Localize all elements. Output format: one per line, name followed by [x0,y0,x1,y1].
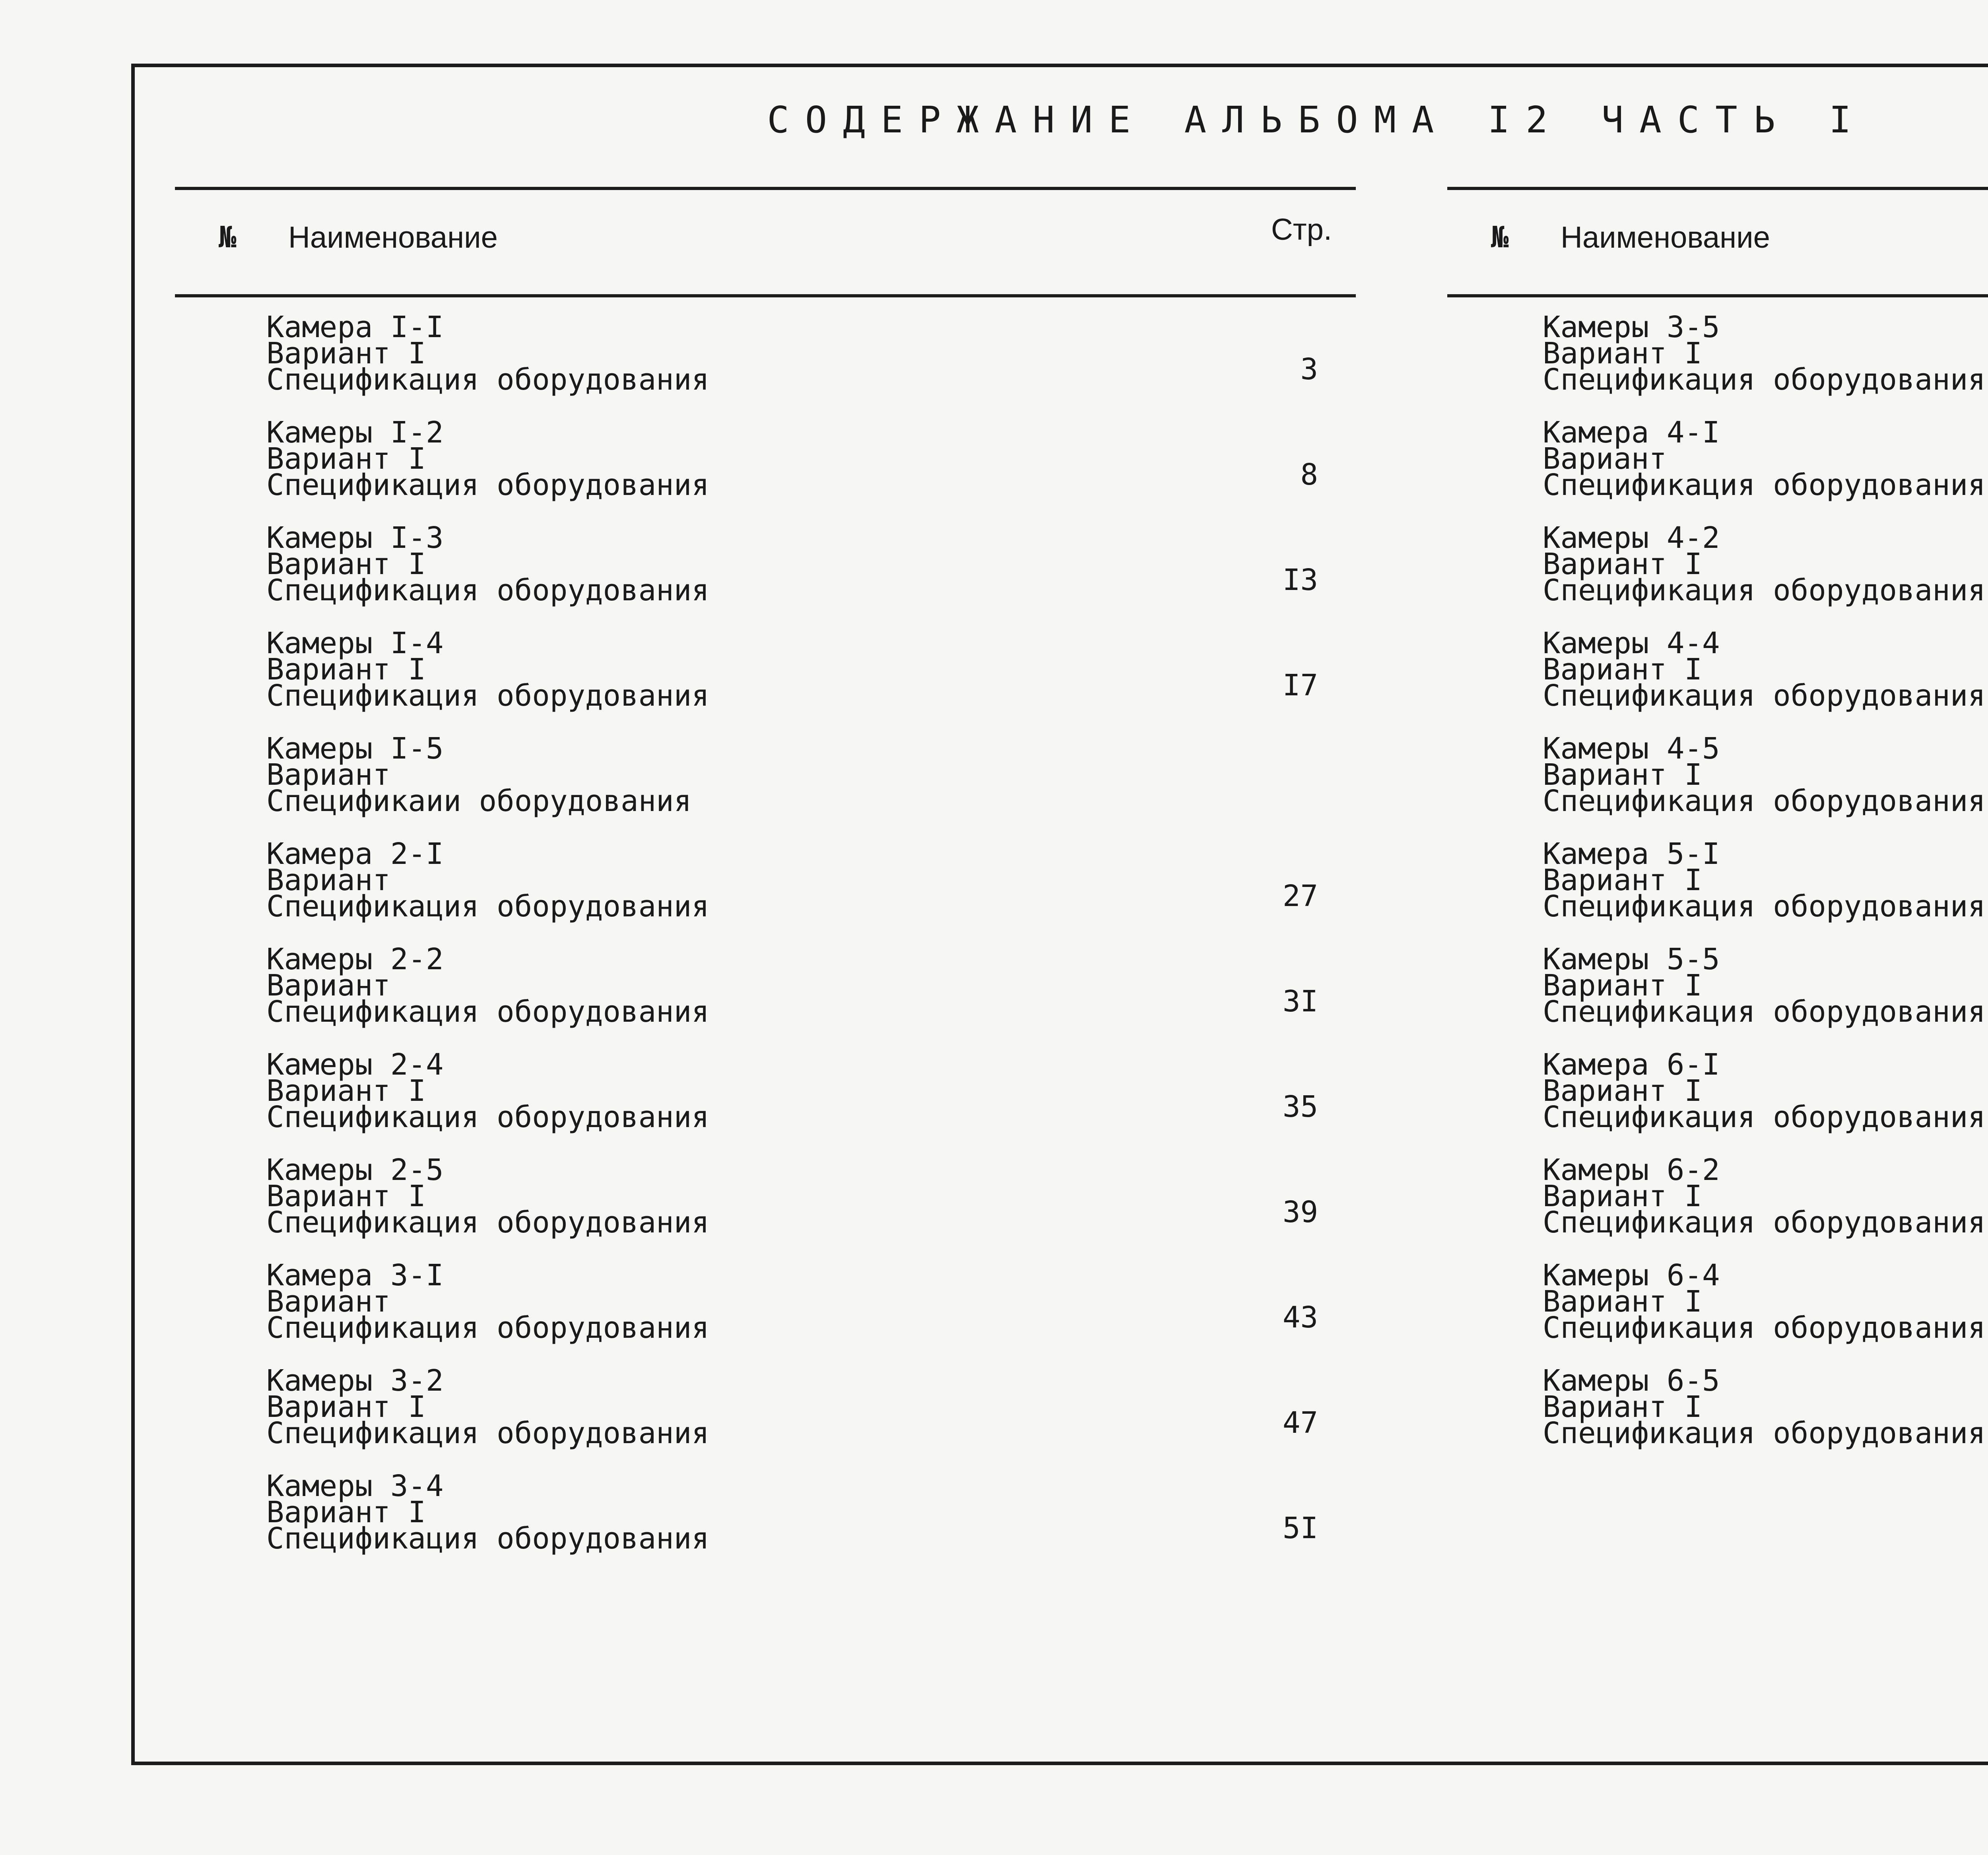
entry-lines [266,415,709,502]
contents-entry [175,1364,1356,1473]
entry-title: Камеры 2-4 [266,1048,444,1082]
entry-lines [1543,1153,1986,1240]
contents-entry [175,521,1356,630]
entry-lines [1543,942,1986,1029]
entry-description: Спецификация оборудования [266,995,709,1029]
entry-variant: Вариант I [1543,1390,1702,1424]
header-number: № [219,220,237,254]
entry-variant: Вариант I [266,442,426,476]
entry-variant: Вариант [1543,442,1667,476]
entry-page: 3 [1300,352,1318,386]
entry-description: Спецификация оборудования [1543,679,1986,713]
entry-lines [266,1153,709,1240]
entry-title: Камеры I-4 [266,626,444,660]
entry-title: Камеры 6-2 [1543,1153,1720,1187]
entry-lines [266,1258,709,1345]
contents-entry [1447,1364,1988,1473]
entry-description: Спецификация оборудования [1543,889,1986,924]
entry-lines [266,837,709,924]
entry-lines [1543,415,1986,502]
entry-lines [266,521,709,607]
entry-variant: Вариант I [266,1179,426,1213]
contents-entry [175,732,1356,841]
contents-entry [1447,310,1988,419]
contents-entry [1447,732,1988,841]
entry-lines [266,1048,709,1134]
entry-page: 43 [1282,1300,1318,1335]
entry-lines [266,1469,709,1556]
contents-entry [175,1153,1356,1262]
header-rule-top [1447,187,1988,190]
entry-title: Камеры I-5 [266,732,444,766]
entry-title: Камера I-I [266,310,444,344]
entry-page: 47 [1282,1406,1318,1440]
entry-variant: Вариант I [1543,1074,1702,1108]
contents-entry [1447,942,1988,1052]
entry-lines [1543,732,1986,818]
entry-description: Спецификация оборудования [266,363,709,397]
entry-variant: Вариант I [266,1390,426,1424]
contents-entry [1447,626,1988,735]
entry-variant: Вариант I [266,652,426,687]
contents-entry [1447,415,1988,525]
entry-variant: Вариант I [1543,968,1702,1003]
entry-page: 3I [1282,984,1318,1019]
entry-variant: Вариант I [266,547,426,581]
entry-title: Камеры 3-2 [266,1364,444,1398]
entry-title: Камеры I-3 [266,521,444,555]
contents-entry [175,1258,1356,1368]
entry-variant: Вариант [266,968,390,1003]
entry-lines [266,1364,709,1450]
entry-lines [266,310,709,397]
entry-description: Спецификация оборудования [266,1311,709,1345]
header-page: Стр. [1271,213,1332,246]
entry-lines [1543,837,1986,924]
entry-page: 8 [1300,458,1318,492]
entry-description: Спецификация оборудования [266,1205,709,1240]
entry-description: Спецификация оборудования [1543,1416,1986,1450]
header-rule-bottom [1447,294,1988,297]
contents-entry [175,837,1356,946]
contents-entry [1447,1048,1988,1157]
entry-lines [1543,1258,1986,1345]
entry-page: 27 [1282,879,1318,913]
entry-lines [266,942,709,1029]
entry-variant: Вариант I [266,336,426,371]
entry-variant: Вариант I [1543,652,1702,687]
entry-description: Спецификация оборудования [1543,363,1986,397]
entry-title: Камера 5-I [1543,837,1720,871]
entry-variant: Вариант [266,1285,390,1319]
entry-description: Спецификация оборудования [1543,468,1986,502]
entry-description: Спецификация оборудования [1543,784,1986,818]
entry-title: Камеры 2-2 [266,942,444,976]
contents-entry [175,942,1356,1052]
entry-variant: Вариант I [266,1074,426,1108]
header-name: Наименование [288,221,498,254]
entry-variant: Вариант [266,863,390,897]
entry-page: I7 [1282,668,1318,702]
header-name: Наименование [1561,221,1770,254]
entry-variant: Вариант I [266,1495,426,1529]
entry-variant: Вариант I [1543,1179,1702,1213]
contents-entry [1447,521,1988,630]
entry-title: Камеры 6-4 [1543,1258,1720,1292]
entry-description: Спецификация оборудования [1543,995,1986,1029]
header-rule-top [175,187,1356,190]
entry-title: Камеры I-2 [266,415,444,450]
entry-title: Камера 3-I [266,1258,444,1292]
entry-description: Спецификаии оборудования [266,784,692,818]
entry-title: Камеры 3-4 [266,1469,444,1503]
entry-lines [1543,626,1986,713]
entry-page: 39 [1282,1195,1318,1229]
entry-description: Спецификация оборудования [266,573,709,607]
contents-entry [1447,1258,1988,1368]
entry-description: Спецификация оборудования [1543,573,1986,607]
entry-variant: Вариант I [1543,863,1702,897]
contents-entry [175,1048,1356,1157]
entry-variant: Вариант [266,758,390,792]
entry-title: Камеры 4-5 [1543,732,1720,766]
entry-description: Спецификация оборудования [266,468,709,502]
entry-lines [266,732,692,818]
entry-description: Спецификация оборудования [266,1521,709,1556]
entry-title: Камеры 4-4 [1543,626,1720,660]
entry-description: Спецификация оборудования [266,1100,709,1134]
contents-entry [1447,1153,1988,1262]
entry-variant: Вариант I [1543,336,1702,371]
entry-description: Спецификация оборудования [1543,1205,1986,1240]
contents-entry [175,310,1356,419]
entry-description: Спецификация оборудования [1543,1311,1986,1345]
header-rule-bottom [175,294,1356,297]
entry-title: Камера 4-I [1543,415,1720,450]
entry-lines [266,626,709,713]
entry-description: Спецификация оборудования [1543,1100,1986,1134]
entry-lines [1543,521,1986,607]
entry-page: I3 [1282,563,1318,597]
entry-title: Камеры 2-5 [266,1153,444,1187]
contents-entry [175,1469,1356,1578]
entry-variant: Вариант I [1543,547,1702,581]
entry-title: Камеры 4-2 [1543,521,1720,555]
entry-page: 5I [1282,1511,1318,1545]
entry-description: Спецификация оборудования [266,889,709,924]
header-number: № [1491,220,1509,254]
entry-variant: Вариант I [1543,758,1702,792]
entry-lines [1543,310,1986,397]
entry-title: Камеры 6-5 [1543,1364,1720,1398]
entry-lines [1543,1048,1986,1134]
entry-title: Камера 6-I [1543,1048,1720,1082]
entry-title: Камера 2-I [266,837,444,871]
entry-lines [1543,1364,1986,1450]
entry-variant: Вариант I [1543,1285,1702,1319]
contents-entry [1447,837,1988,946]
entry-page: 35 [1282,1090,1318,1124]
entry-description: Спецификация оборудования [266,679,709,713]
entry-title: Камеры 5-5 [1543,942,1720,976]
contents-entry [175,415,1356,525]
contents-entry [175,626,1356,735]
entry-description: Спецификация оборудования [266,1416,709,1450]
document-title: СОДЕРЖАНИЕ АЛЬБОМА I2 ЧАСТЬ I [767,99,1867,141]
entry-title: Камеры 3-5 [1543,310,1720,344]
